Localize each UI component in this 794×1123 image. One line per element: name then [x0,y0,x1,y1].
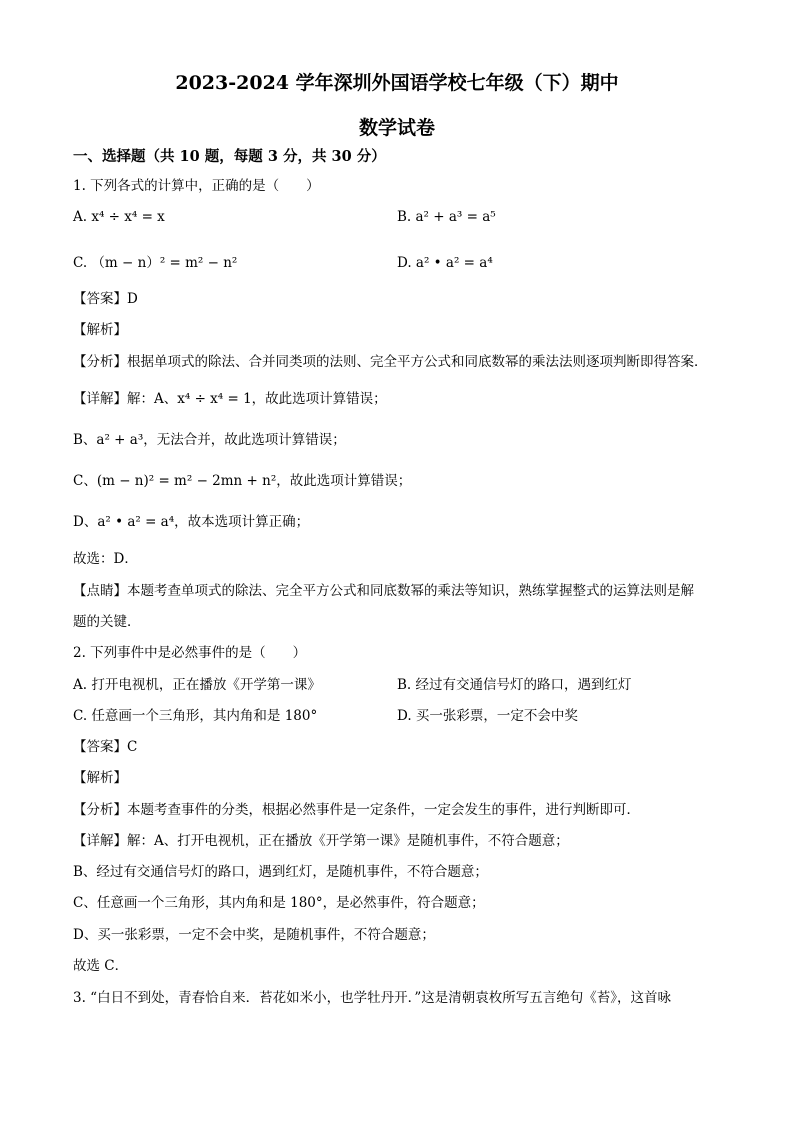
document-subtitle: 数学试卷 [358,117,435,139]
question-3-stem: 3. “白日不到处，青春恰自来．苔花如米小，也学牡丹开．”这是清朝袁枚所写五言绝句《苔》，这首咏 [73,990,671,1006]
q1-choice: 故选：D． [73,551,138,567]
question-2-stem: 2. 下列事件中是必然事件的是（ ） [73,645,307,661]
q1-analysis-label: 【解析】 [73,322,127,338]
q2-detail-a: 【详解】解：A、打开电视机，正在播放《开学第一课》是随机事件，不符合题意； [73,833,569,849]
q2-option-a: A. 打开电视机，正在播放《开学第一课》 [73,677,321,693]
section-heading: 一、选择题（共 10 题，每题 3 分，共 30 分） [73,148,386,165]
q1-detail-d: D、a² • a² = a⁴，故本选项计算正确； [73,514,310,530]
q1-comment-line1: 【点睛】本题考查单项式的除法、完全平方公式和同底数幂的乘法等知识，熟练掌握整式的运算法则是解 [73,583,694,599]
q2-choice: 故选 C． [73,958,129,974]
q2-analysis: 【分析】本题考查事件的分类，根据必然事件是一定条件，一定会发生的事件，进行判断即可． [73,802,640,818]
document-title: 2023-2024 学年深圳外国语学校七年级（下）期中 [175,72,619,94]
q1-option-c: C. （m − n）² = m² − n² [73,255,238,271]
q1-option-a: A. x⁴ ÷ x⁴ = x [73,209,165,225]
q2-detail-c: C、任意画一个三角形，其内角和是 180°，是必然事件，符合题意； [73,895,485,911]
question-1-stem: 1. 下列各式的计算中，正确的是（ ） [73,178,320,194]
q1-comment-line2: 题的关键． [73,614,141,630]
q1-option-b: B. a² + a³ = a⁵ [397,209,496,225]
q1-detail-c: C、(m − n)² = m² − 2mn + n²，故此选项计算错误； [73,473,412,489]
q2-answer: 【答案】C [73,739,138,755]
q2-detail-b: B、经过有交通信号灯的路口，遇到红灯，是随机事件，不符合题意； [73,864,488,880]
q1-analysis: 【分析】根据单项式的除法、合并同类项的法则、完全平方公式和同底数幂的乘法法则逐项判断即得答案． [73,354,708,370]
q2-option-d: D. 买一张彩票，一定不会中奖 [397,708,578,724]
q1-detail-b: B、a² + a³，无法合并，故此选项计算错误； [73,432,346,448]
q1-answer: 【答案】D [73,291,138,307]
q1-option-d: D. a² • a² = a⁴ [397,255,493,271]
q2-option-b: B. 经过有交通信号灯的路口，遇到红灯 [397,677,632,693]
q2-analysis-label: 【解析】 [73,770,127,786]
q1-detail-a: 【详解】解：A、x⁴ ÷ x⁴ = 1，故此选项计算错误； [73,391,387,407]
q2-detail-d: D、买一张彩票，一定不会中奖，是随机事件，不符合题意； [73,927,435,943]
q2-option-c: C. 任意画一个三角形，其内角和是 180° [73,708,318,724]
